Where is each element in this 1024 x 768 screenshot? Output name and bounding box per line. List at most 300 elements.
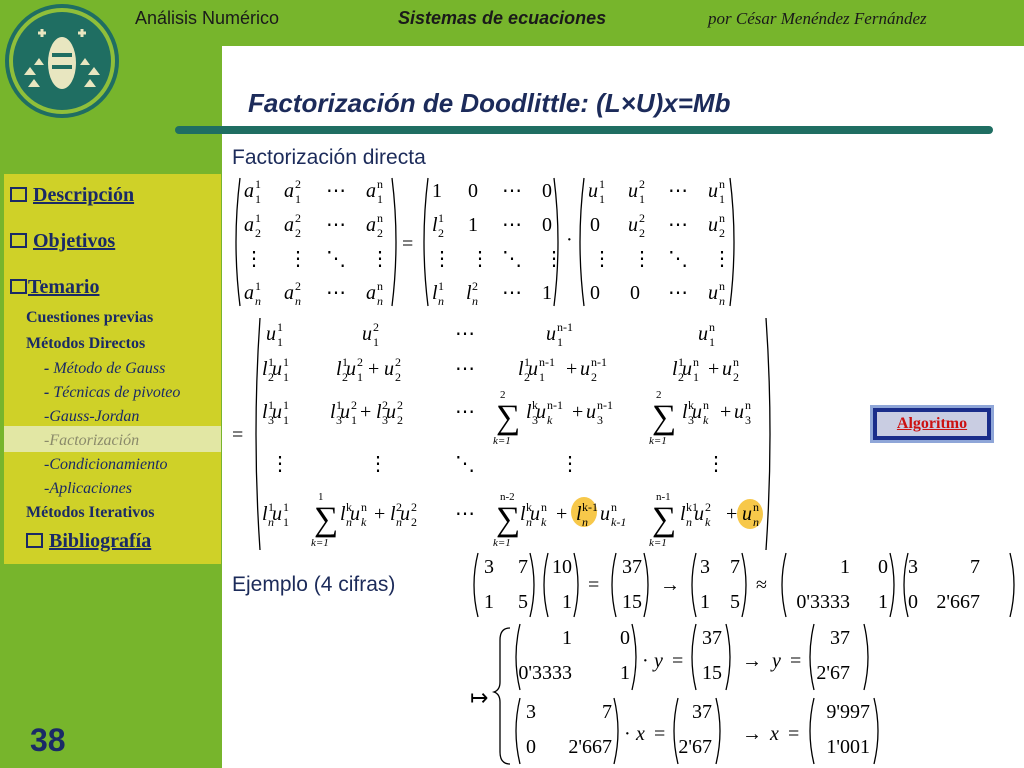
sum-upper-limit: n-1 [656, 491, 671, 503]
math-variable: a [244, 282, 254, 304]
math-variable: u [600, 503, 610, 525]
label-ejemplo: Ejemplo (4 cifras) [232, 573, 396, 596]
math-variable: u [384, 358, 394, 380]
course-author: por César Menéndez Fernández [708, 9, 927, 28]
math-subscript: k [547, 413, 553, 427]
math-subscript: 1 [351, 413, 357, 427]
math-variable: u [580, 358, 590, 380]
math-variable: l [390, 503, 396, 525]
math-variable: a [366, 282, 376, 304]
math-symbol: · [566, 229, 573, 251]
math-symbol: 2'67 [678, 736, 712, 758]
math-superscript: n [733, 355, 739, 369]
math-symbol: ⋯ [668, 180, 688, 202]
math-subscript: 1 [539, 370, 545, 384]
math-variable: l [466, 282, 472, 304]
math-superscript: 2 [411, 500, 417, 514]
math-subscript: k [361, 515, 367, 529]
nav-condicionamiento[interactable]: -Condicionamiento [44, 456, 168, 473]
math-symbol: ⋮ [432, 248, 452, 270]
math-subscript: 2 [639, 226, 645, 240]
math-symbol: + [374, 503, 386, 525]
math-symbol: 7 [518, 556, 528, 578]
sum-upper-limit: n-2 [500, 491, 515, 503]
math-subscript: k [705, 515, 711, 529]
math-variable: u [588, 180, 598, 202]
math-symbol: 37 [702, 627, 722, 649]
sum-upper-limit: 2 [656, 389, 662, 401]
math-symbol: = [672, 650, 684, 672]
math-subscript: 2 [397, 413, 403, 427]
math-variable: a [284, 180, 294, 202]
math-symbol: + [726, 503, 738, 525]
math-variable: l [330, 401, 336, 423]
math-variable: u [530, 503, 540, 525]
math-variable: l [526, 401, 532, 423]
math-superscript: 2 [639, 211, 645, 225]
math-subscript: 3 [268, 413, 274, 427]
math-subscript: 3 [745, 413, 751, 427]
math-variable: l [520, 503, 526, 525]
math-variable: l [262, 358, 268, 380]
math-subscript: 2 [733, 370, 739, 384]
algoritmo-label: Algoritmo [877, 412, 987, 436]
math-symbol: 3 [908, 556, 918, 578]
math-superscript: 2 [357, 355, 363, 369]
math-superscript: 1 [336, 398, 342, 412]
math-variable: u [272, 358, 282, 380]
math-superscript: 1 [438, 279, 444, 293]
math-subscript: n [582, 515, 588, 529]
math-symbol: 0 [526, 736, 536, 758]
math-symbol: ⋯ [455, 401, 475, 423]
math-superscript: 2 [639, 177, 645, 191]
math-symbol: ⋱ [326, 248, 346, 270]
math-symbol: ⋮ [632, 248, 652, 270]
math-subscript: 3 [532, 413, 538, 427]
math-symbol: 0 [878, 556, 888, 578]
math-subscript: n [472, 294, 478, 308]
nav-descripcion-label: Descripción [33, 184, 135, 206]
math-symbol: = [654, 723, 666, 745]
math-symbol: ⋯ [455, 323, 475, 345]
math-subscript: n [377, 294, 383, 308]
math-symbol: 1 [840, 556, 850, 578]
math-superscript: 2 [295, 177, 301, 191]
math-subscript: 2 [268, 370, 274, 384]
math-symbol: 0 [620, 627, 630, 649]
system-brace [494, 628, 510, 764]
math-superscript: 2 [351, 398, 357, 412]
math-variable: a [366, 214, 376, 236]
math-symbol: y [772, 650, 781, 672]
math-subscript: n [396, 515, 402, 529]
label-factorizacion-directa: Factorización directa [232, 146, 426, 169]
math-symbol: + [708, 358, 720, 380]
math-variable: l [340, 503, 346, 525]
math-variable: l [682, 401, 688, 423]
math-superscript: n [719, 279, 725, 293]
nav-gauss-jordan[interactable]: -Gauss-Jordan [44, 408, 140, 425]
math-subscript: 3 [382, 413, 388, 427]
sum-upper-limit: 2 [500, 389, 506, 401]
math-subscript: 1 [377, 192, 383, 206]
math-subscript: 2 [342, 370, 348, 384]
math-symbol: + [556, 503, 568, 525]
math-subscript: 2 [438, 226, 444, 240]
nav-pivoteo-prefix: - [44, 384, 54, 401]
nav-objetivos-label: Objetivos [33, 230, 116, 252]
math-superscript: n-1 [597, 398, 613, 412]
page-number: 38 [30, 722, 66, 758]
math-symbol: 7 [602, 701, 612, 723]
math-symbol: ⋯ [455, 358, 475, 380]
math-superscript: 2 [472, 279, 478, 293]
math-subscript: n [526, 515, 532, 529]
math-variable: u [546, 323, 556, 345]
math-symbol: x [770, 723, 779, 745]
math-variable: u [272, 401, 282, 423]
math-symbol: y [654, 650, 663, 672]
math-symbol: 10 [552, 556, 572, 578]
math-subscript: 1 [709, 335, 715, 349]
math-subscript: 1 [693, 370, 699, 384]
math-symbol: ⋮ [270, 453, 290, 475]
matrix-l-parenthesis [424, 178, 558, 306]
math-subscript: 2 [411, 515, 417, 529]
math-symbol: ⋯ [326, 214, 346, 236]
math-symbol: 3 [526, 701, 536, 723]
math-variable: l [576, 503, 582, 525]
math-variable: u [266, 323, 276, 345]
math-superscript: k1 [686, 500, 698, 514]
math-symbol: 1 [484, 591, 494, 613]
nav-bibliografia-label: Bibliografía [49, 530, 152, 552]
math-superscript: 1 [255, 279, 261, 293]
math-symbol: 9'997 [826, 701, 870, 723]
math-symbol: 1 [700, 591, 710, 613]
math-symbol: 2'67 [816, 662, 850, 684]
math-symbol: 2'667 [936, 591, 980, 613]
math-superscript: n [703, 398, 709, 412]
math-superscript: 1 [438, 211, 444, 225]
math-variable: u [694, 503, 704, 525]
sum-lower-limit: k=1 [493, 537, 511, 549]
math-variable: l [518, 358, 524, 380]
math-subscript: n [295, 294, 301, 308]
math-symbol: ⋱ [455, 453, 475, 475]
math-symbol: 1 [562, 591, 572, 613]
math-symbol: 0 [590, 214, 600, 236]
math-superscript: 1 [283, 355, 289, 369]
math-symbol: + [572, 401, 584, 423]
slide-title: Factorización de Doodlittle: (L×U)x=Mb [248, 88, 731, 118]
math-symbol: + [368, 358, 380, 380]
math-superscript: 1 [268, 398, 274, 412]
math-superscript: k [526, 500, 532, 514]
sum-lower-limit: k=1 [493, 435, 511, 447]
math-symbol: ⋯ [326, 180, 346, 202]
math-subscript: 2 [395, 370, 401, 384]
math-superscript: 2 [397, 398, 403, 412]
math-superscript: 1 [268, 355, 274, 369]
math-variable: l [432, 214, 438, 236]
math-subscript: 1 [283, 370, 289, 384]
math-symbol: ⋮ [288, 248, 308, 270]
math-variable: u [708, 214, 718, 236]
math-symbol: ⋮ [712, 248, 732, 270]
math-symbol: 0'3333 [518, 662, 572, 684]
sum-lower-limit: k=1 [649, 435, 667, 447]
math-symbol: 7 [730, 556, 740, 578]
math-symbol: ⋯ [455, 503, 475, 525]
math-symbol: ⋯ [502, 214, 522, 236]
nav-metodos-directos[interactable]: Métodos Directos [26, 335, 146, 352]
math-variable: a [244, 180, 254, 202]
math-subscript: 3 [336, 413, 342, 427]
math-superscript: n [693, 355, 699, 369]
math-variable: u [682, 358, 692, 380]
math-variable: l [262, 401, 268, 423]
sum-symbol: ∑ [652, 501, 677, 538]
sum-symbol: ∑ [496, 399, 521, 436]
math-superscript: n [719, 211, 725, 225]
math-subscript: 2 [524, 370, 530, 384]
math-subscript: 1 [599, 192, 605, 206]
math-symbol: → [742, 723, 762, 745]
sum-symbol: ∑ [314, 501, 339, 538]
sum-symbol: ∑ [652, 399, 677, 436]
math-subscript: 1 [277, 335, 283, 349]
math-symbol: 37 [622, 556, 642, 578]
math-symbol: ⋯ [502, 180, 522, 202]
math-symbol: 3 [484, 556, 494, 578]
math-symbol: ⋮ [244, 248, 264, 270]
math-symbol: ⋮ [560, 453, 580, 475]
math-symbol: 1 [432, 180, 442, 202]
math-subscript: 2 [719, 226, 725, 240]
math-symbol: 1 [878, 591, 888, 613]
math-subscript: k [541, 515, 547, 529]
math-superscript: 1 [524, 355, 530, 369]
math-superscript: 1 [342, 355, 348, 369]
math-variable: u [708, 282, 718, 304]
math-symbol: 1 [562, 627, 572, 649]
math-subscript: 1 [557, 335, 563, 349]
nav-metodos-iterativos[interactable]: Métodos Iterativos [26, 504, 155, 521]
math-symbol: ⋮ [592, 248, 612, 270]
math-symbol: 37 [692, 701, 712, 723]
math-variable: u [340, 401, 350, 423]
math-symbol: 0 [630, 282, 640, 304]
math-symbol: = [402, 233, 414, 255]
math-symbol: x [636, 723, 645, 745]
nav-pivoteo-label: Técnicas de pivoteo [53, 384, 181, 401]
math-symbol: · [624, 723, 631, 745]
math-superscript: n-1 [591, 355, 607, 369]
math-symbol: ⋮ [706, 453, 726, 475]
math-variable: l [376, 401, 382, 423]
math-superscript: 1 [599, 177, 605, 191]
math-variable: a [284, 282, 294, 304]
math-subscript: 2 [377, 226, 383, 240]
math-symbol: 1 [468, 214, 478, 236]
math-symbol: + [360, 401, 372, 423]
math-variable: l [432, 282, 438, 304]
math-superscript: n [377, 211, 383, 225]
math-symbol: 3 [700, 556, 710, 578]
nav-aplicaciones[interactable]: -Aplicaciones [44, 480, 132, 497]
math-superscript: n [361, 500, 367, 514]
math-symbol: 37 [830, 627, 850, 649]
math-variable: u [628, 214, 638, 236]
math-variable: u [400, 503, 410, 525]
math-superscript: 1 [255, 177, 261, 191]
math-variable: a [366, 180, 376, 202]
math-subscript: 1 [357, 370, 363, 384]
nav-factorizacion[interactable]: -Factorización [44, 432, 140, 449]
math-superscript: 2 [382, 398, 388, 412]
math-symbol: 1 [542, 282, 552, 304]
nav-cuestiones[interactable]: Cuestiones previas [26, 309, 154, 326]
math-superscript: 2 [295, 211, 301, 225]
math-subscript: n [686, 515, 692, 529]
math-symbol: 5 [518, 591, 528, 613]
math-symbol: ⋯ [326, 282, 346, 304]
math-symbol: ⋯ [502, 282, 522, 304]
nav-temario-label: Temario [28, 276, 100, 298]
math-subscript: 2 [591, 370, 597, 384]
math-symbol: 7 [970, 556, 980, 578]
math-subscript: 2 [255, 226, 261, 240]
math-superscript: n [745, 398, 751, 412]
math-superscript: n-1 [547, 398, 563, 412]
math-variable: l [262, 503, 268, 525]
course-topic: Sistemas de ecuaciones [398, 8, 607, 28]
math-subscript: 3 [597, 413, 603, 427]
math-symbol: ⋮ [368, 453, 388, 475]
math-variable: u [692, 401, 702, 423]
math-variable: u [350, 503, 360, 525]
math-superscript: k [532, 398, 538, 412]
math-variable: a [244, 214, 254, 236]
math-symbol: ≈ [756, 574, 767, 596]
math-symbol: = [790, 650, 802, 672]
math-superscript: 1 [277, 320, 283, 334]
sum-lower-limit: k=1 [649, 537, 667, 549]
math-symbol: 0 [908, 591, 918, 613]
math-symbol: 15 [622, 591, 642, 613]
math-subscript: 2 [678, 370, 684, 384]
math-symbol: = [588, 574, 600, 596]
math-symbol: = [788, 723, 800, 745]
math-symbol: ⋮ [370, 248, 390, 270]
math-subscript: 3 [688, 413, 694, 427]
math-symbol: ⋱ [502, 248, 522, 270]
math-subscript: n [753, 515, 759, 529]
math-symbol: ⋯ [668, 214, 688, 236]
math-variable: u [628, 180, 638, 202]
math-superscript: k [346, 500, 352, 514]
course-subject: Análisis Numérico [135, 8, 280, 28]
math-superscript: k-1 [582, 500, 598, 514]
math-variable: u [586, 401, 596, 423]
math-superscript: n [377, 279, 383, 293]
math-variable: u [386, 401, 396, 423]
math-superscript: 1 [268, 500, 274, 514]
math-subscript: n [719, 294, 725, 308]
math-variable: u [536, 401, 546, 423]
sum-upper-limit: 1 [318, 491, 324, 503]
math-superscript: 2 [373, 320, 379, 334]
math-symbol: → [660, 574, 680, 596]
math-superscript: n-1 [539, 355, 555, 369]
math-subscript: 1 [295, 192, 301, 206]
math-symbol: ⋮ [470, 248, 490, 270]
math-subscript: 1 [283, 413, 289, 427]
math-superscript: n [719, 177, 725, 191]
math-symbol: 0 [542, 214, 552, 236]
math-symbol: 2'667 [568, 736, 612, 758]
math-subscript: 2 [295, 226, 301, 240]
math-subscript: 1 [719, 192, 725, 206]
math-variable: a [284, 214, 294, 236]
math-variable: u [734, 401, 744, 423]
math-superscript: 2 [705, 500, 711, 514]
math-subscript: 1 [283, 515, 289, 529]
math-superscript: n [753, 500, 759, 514]
math-symbol: + [720, 401, 732, 423]
math-subscript: 1 [639, 192, 645, 206]
math-subscript: 1 [373, 335, 379, 349]
math-symbol: ↦ [470, 685, 489, 710]
math-superscript: n [709, 320, 715, 334]
math-superscript: n [377, 177, 383, 191]
math-variable: u [362, 323, 372, 345]
math-subscript: k-1 [611, 515, 627, 529]
nav-gauss-prefix: - [44, 360, 54, 377]
nav-gauss-label: Método de Gauss [53, 360, 166, 377]
math-symbol: 0'3333 [796, 591, 850, 613]
math-superscript: 2 [396, 500, 402, 514]
math-symbol: ⋮ [544, 248, 564, 270]
math-symbol: = [232, 424, 244, 446]
math-symbol: · [642, 650, 649, 672]
math-symbol: → [742, 650, 762, 672]
math-superscript: 1 [283, 398, 289, 412]
math-superscript: n-1 [557, 320, 573, 334]
math-variable: u [346, 358, 356, 380]
math-variable: u [708, 180, 718, 202]
math-symbol: 0 [590, 282, 600, 304]
math-symbol: ⋯ [668, 282, 688, 304]
math-subscript: n [346, 515, 352, 529]
math-superscript: 1 [283, 500, 289, 514]
math-symbol: 1'001 [826, 736, 870, 758]
math-variable: u [272, 503, 282, 525]
math-variable: u [742, 503, 752, 525]
math-symbol: 0 [542, 180, 552, 202]
math-symbol: 15 [702, 662, 722, 684]
math-subscript: k [703, 413, 709, 427]
math-symbol: ⋱ [668, 248, 688, 270]
math-subscript: n [438, 294, 444, 308]
math-subscript: 1 [255, 192, 261, 206]
math-superscript: 2 [395, 355, 401, 369]
math-superscript: 1 [678, 355, 684, 369]
math-symbol: 0 [468, 180, 478, 202]
math-subscript: n [268, 515, 274, 529]
